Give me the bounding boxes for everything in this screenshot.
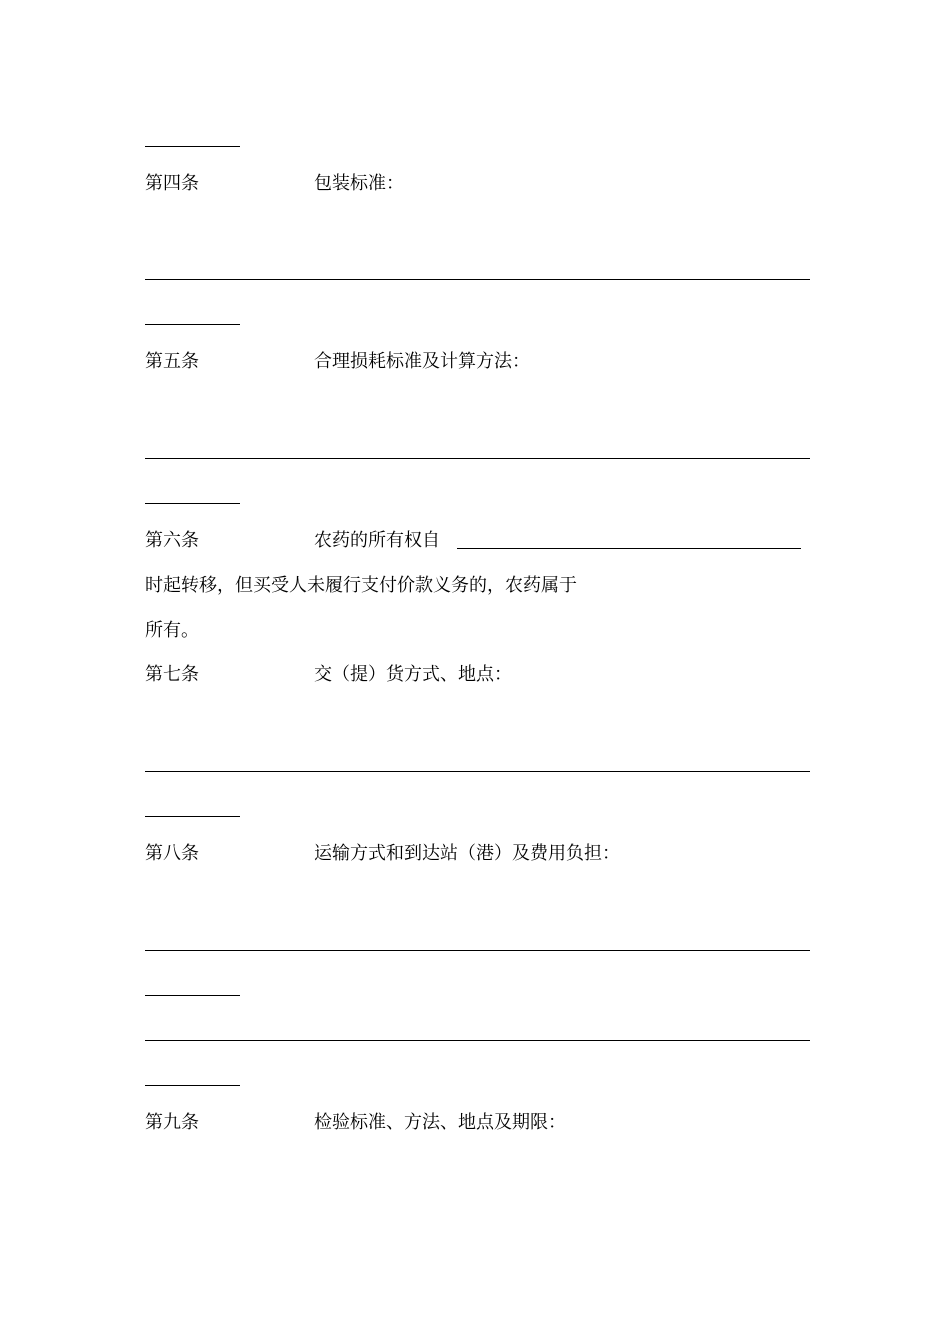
blank-line-short [145, 503, 240, 504]
article-9-number: 第九条 [145, 1112, 199, 1133]
article-5-title: 合理损耗标准及计算方法： [314, 351, 530, 372]
article-8-number: 第八条 [145, 843, 199, 864]
blank-line-long [145, 458, 810, 459]
article-7-number: 第七条 [145, 664, 199, 685]
blank-line-short [145, 816, 240, 817]
article-7-title: 交（提）货方式、地点： [314, 664, 512, 685]
article-6-line-2: 时起转移，但买受人未履行支付价款义务的，农药属于 [145, 575, 577, 596]
article-9-title: 检验标准、方法、地点及期限： [314, 1112, 566, 1133]
blank-line-short [145, 995, 240, 996]
article-5-number: 第五条 [145, 351, 199, 372]
article-6-number: 第六条 [145, 530, 199, 551]
article-4-number: 第四条 [145, 173, 199, 194]
article-4-title: 包装标准： [314, 173, 404, 194]
ownership-blank-line [457, 548, 801, 549]
blank-line-long [145, 1040, 810, 1041]
article-8-title: 运输方式和到达站（港）及费用负担： [314, 843, 620, 864]
blank-line-long [145, 950, 810, 951]
article-6-line-3: 所有。 [145, 620, 199, 641]
blank-line-long [145, 279, 810, 280]
article-6-title: 农药的所有权自 [314, 530, 440, 551]
blank-line-short [145, 1085, 240, 1086]
blank-line-long [145, 771, 810, 772]
blank-line-short [145, 324, 240, 325]
blank-line-short [145, 146, 240, 147]
